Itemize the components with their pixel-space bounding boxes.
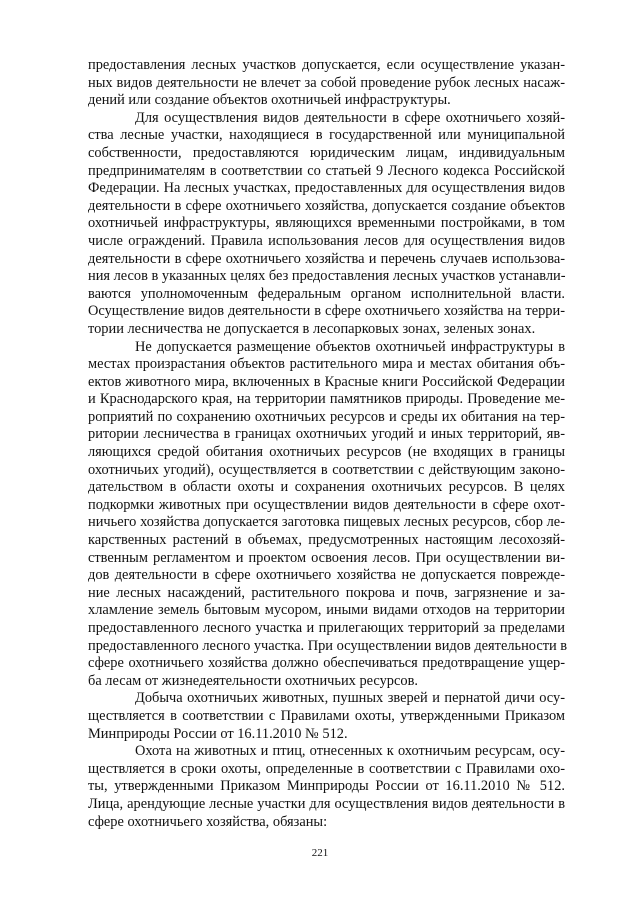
text-line: дательством в области охоты и сохранения охотничьих ресурсов. В целях	[88, 479, 565, 496]
text-line: ритории лесничества в границах охотничьих угодий и иных территорий, яв-	[88, 426, 565, 443]
text-line: предоставленного лесного участка и прилегающих территорий за пределами	[88, 620, 565, 636]
text-line: Осуществление видов деятельности в сфере охотничьего хозяйства на терри-	[88, 303, 565, 320]
text-line: предоставления лесных участков допускается, если осуществление указан-	[88, 57, 565, 73]
text-line: ничьего хозяйства допускается заготовка пищевых лесных ресурсов, сбор ле-	[88, 514, 565, 531]
paragraph	[88, 338, 568, 691]
body-text	[88, 57, 568, 831]
text-line: охотничьей инфраструктуры, являющихся временными постройками, в том	[88, 215, 565, 232]
text-line: Для осуществления видов деятельности в сфере охотничьего хозяй-	[135, 109, 565, 126]
page-number: 221	[311, 847, 329, 859]
text-line: предоставленного лесного участка. При осуществлении видов деятельности в	[88, 637, 568, 654]
text-line: Охота на животных и птиц, отнесенных к охотничьим ресурсам, осу-	[135, 743, 565, 760]
text-line: дений или создание объектов охотничьей инфраструктуры.	[88, 92, 451, 109]
text-line: ственным регламентом и проектом освоения лесов. При осуществлении ви-	[88, 549, 565, 566]
text-line: сфере охотничьего хозяйства должно обеспечиваться предотвращение ущер-	[88, 655, 565, 672]
paragraph	[88, 57, 565, 110]
text-line: ных видов деятельности не влечет за собой проведение рубок лесных насаж-	[88, 74, 565, 91]
paragraph	[88, 743, 565, 831]
text-line: ектов животного мира, включенных в Красные книги Российской Федерации	[88, 373, 565, 390]
text-line: Не допускается размещение объектов охотничьей инфраструктуры в	[135, 338, 565, 355]
text-line: числе ограждений. Правила использования лесов для осуществления видов	[88, 232, 565, 249]
paragraph	[88, 110, 565, 339]
text-line: роприятий по сохранению охотничьих ресурсов и среды их обитания на тер-	[88, 408, 565, 425]
paragraph	[88, 690, 565, 743]
text-line: ляющихся средой обитания охотничьих ресурсов (не входящих в границы	[88, 444, 565, 461]
text-line: охотничьих угодий), осуществляется в соответствии с действующим законо-	[88, 461, 565, 478]
text-line: предпринимателям в соответствии со статьей 9 Лесного кодекса Российской	[88, 162, 565, 179]
text-line: Минприроды России от 16.11.2010 № 512.	[88, 725, 348, 742]
text-line: карственных растений в объемах, предусмотренных настоящим лесохозяй-	[88, 532, 565, 549]
text-line: ния лесов в указанных целях без предоставления лесных участков устанавли-	[88, 268, 566, 285]
text-line: и Краснодарского края, на территории памятников природы. Проведение ме-	[88, 391, 565, 408]
text-line: ба лесам от жизнедеятельности охотничьих ресурсов.	[88, 672, 418, 689]
text-line: местах произрастания объектов растительного мира и местах обитания объ-	[88, 356, 565, 373]
text-line: ществляется в соответствии с Правилами охоты, утвержденными Приказом	[88, 707, 565, 724]
text-line: ние лесных насаждений, растительного покрова и почв, загрязнение и за-	[88, 584, 565, 601]
text-line: ваются уполномоченным федеральным органом исполнительной власти.	[88, 285, 565, 302]
text-line: сфере охотничьего хозяйства, обязаны:	[88, 813, 328, 830]
text-line: Добыча охотничьих животных, пушных зверей и пернатой дичи осу-	[135, 690, 565, 707]
text-line: ществляется в сроки охоты, определенные в соответствии с Правилами охо-	[88, 760, 565, 777]
text-line: собственности, предоставляются юридическим лицам, индивидуальным	[88, 144, 565, 161]
text-line: деятельности в сфере охотничьего хозяйства, допускается создание объектов	[88, 197, 565, 214]
text-line: Лица, арендующие лесные участки для осуществления видов деятельности в	[88, 795, 565, 812]
text-line: дов деятельности в сфере охотничьего хозяйства не допускается поврежде-	[88, 567, 565, 584]
text-line: деятельности в сфере охотничьего хозяйства и перечень случаев использова-	[88, 250, 565, 267]
text-line: ства лесные участки, находящиеся в государственной или муниципальной	[88, 127, 565, 144]
text-line: хламление земель бытовым мусором, иными видами отходов на территории	[88, 602, 565, 619]
text-line: ты, утвержденными Приказом Минприроды России от 16.11.2010 № 512.	[88, 778, 565, 795]
text-line: Федерации. На лесных участках, предоставленных для осуществления видов	[88, 180, 565, 197]
text-line: тории лесничества не допускается в лесопарковых зонах, зеленых зонах.	[88, 320, 536, 337]
text-line: подкормки животных при осуществлении видов деятельности в сфере охот-	[88, 496, 565, 513]
